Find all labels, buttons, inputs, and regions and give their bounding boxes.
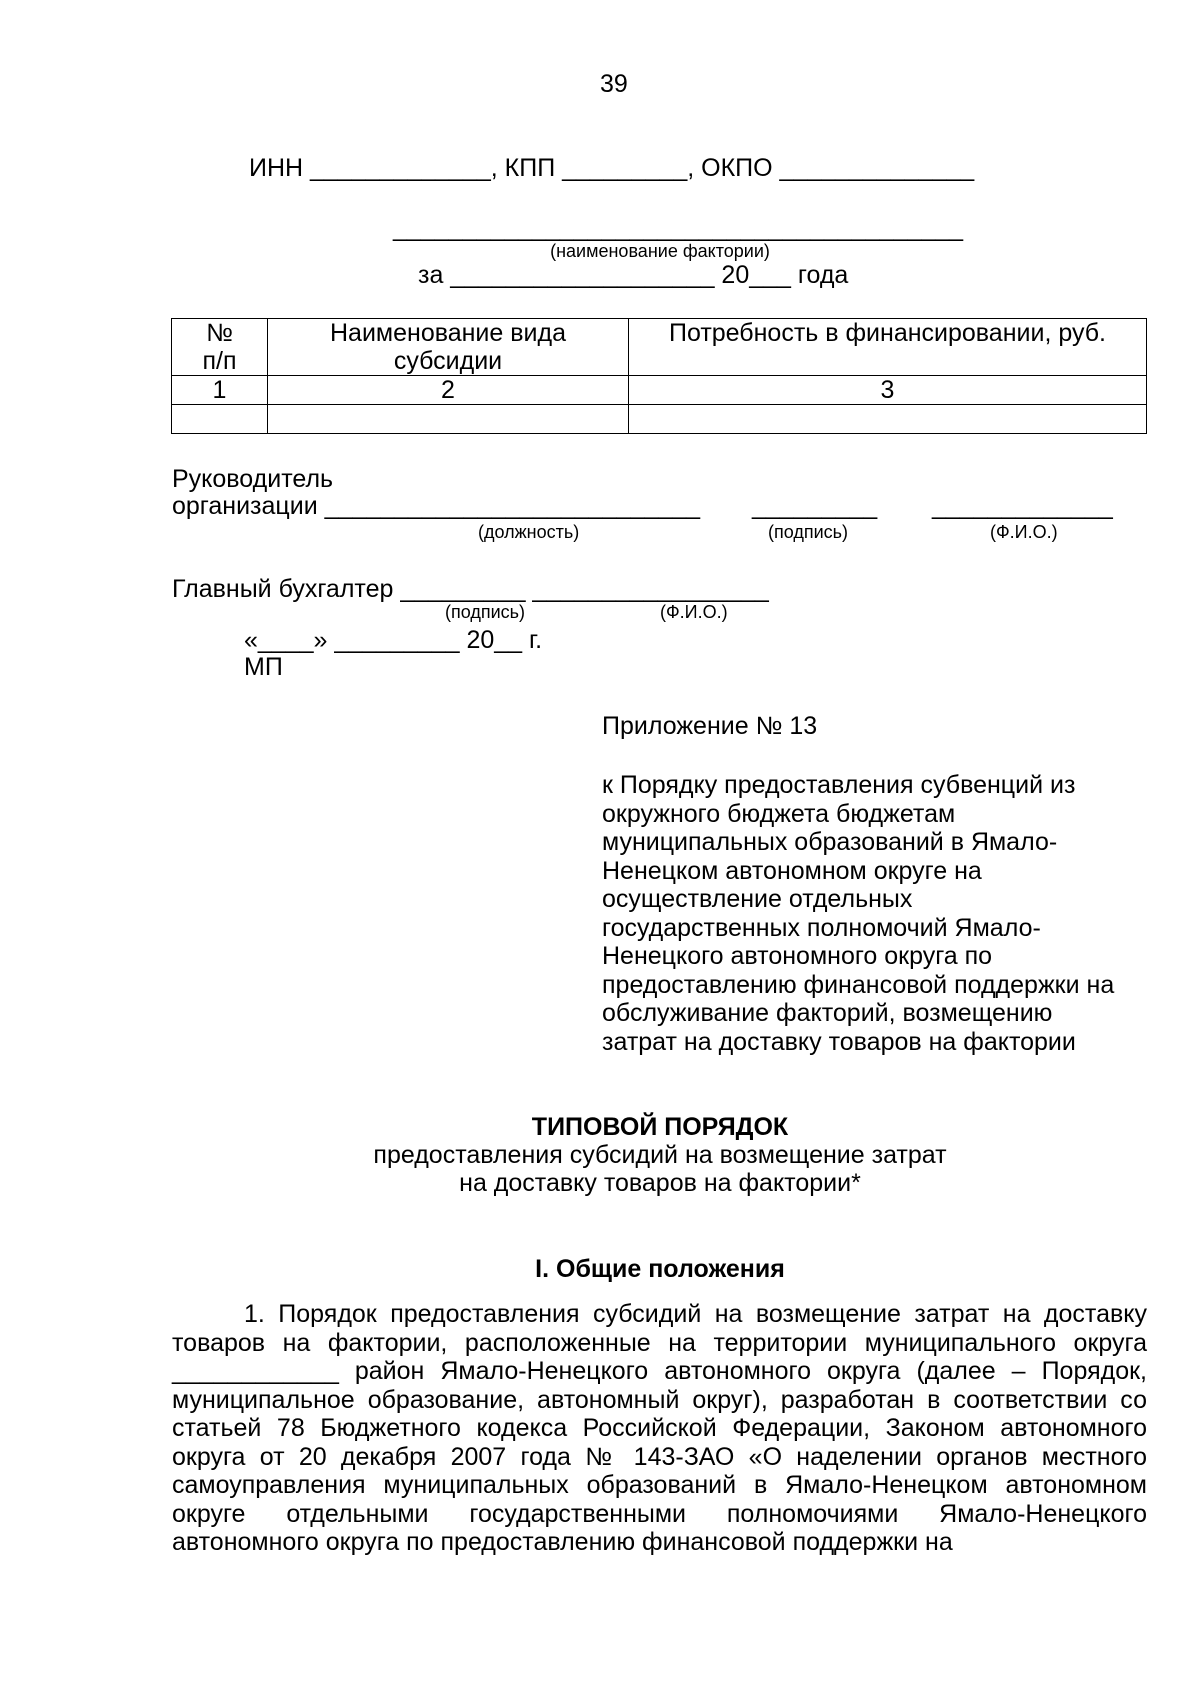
table-cell: 1 — [172, 376, 268, 405]
table-cell — [172, 405, 268, 434]
caption-position: (должность) — [478, 522, 580, 542]
table-header-cell: Потребность в финансировании, руб. — [629, 319, 1147, 376]
period-line: за ___________________ 20___ года — [418, 261, 849, 289]
page-number: 39 — [600, 70, 628, 98]
factory-name-line: _________________________________________ — [393, 214, 964, 242]
document-subtitle-line1: предоставления субсидий на возмещение затрат — [373, 1141, 947, 1169]
caption-fio: (Ф.И.О.) — [990, 522, 1058, 542]
accountant-caption-fio: (Ф.И.О.) — [660, 602, 728, 622]
table-header-row — [172, 319, 1147, 376]
table-cell: 2 — [268, 376, 629, 405]
caption-signature: (подпись) — [768, 522, 849, 542]
document-subtitle-line2: на доставку товаров на фактории* — [459, 1169, 861, 1197]
table-cell — [268, 405, 629, 434]
table-row — [172, 405, 1147, 434]
accountant-line: Главный бухгалтер _________ _________________ — [172, 575, 769, 603]
paragraph-1 — [172, 1300, 1147, 1557]
section-heading: I. Общие положения — [535, 1255, 785, 1283]
accountant-caption-signature: (подпись) — [445, 602, 526, 622]
table-header-cell: Наименование вида субсидии — [268, 319, 629, 376]
appendix-reference: к Порядку предоставления субвенций из окружного бюджета бюджетам муниципальных образований в Ямало- Ненецком автономном округе на осуществление отдельных государственных полномочий Ямало- Ненецкого автономного округа по предоставлению финансовой поддержки на обслуживание факторий, возмещению затрат на доставку товаров на фактории — [602, 771, 1115, 1056]
appendix-title: Приложение № 13 — [602, 712, 818, 740]
factory-name-caption: (наименование фактории) — [550, 241, 770, 261]
table-row — [172, 376, 1147, 405]
head-fio-line: _____________ — [932, 492, 1113, 520]
document-heading: ТИПОВОЙ ПОРЯДОК — [531, 1113, 789, 1141]
date-line: «____» _________ 20__ г. — [244, 626, 543, 654]
head-label: Руководитель — [172, 465, 334, 493]
head-signature-line: _________ — [752, 492, 878, 520]
table-cell: 3 — [629, 376, 1147, 405]
subsidy-table — [171, 318, 1147, 434]
stamp-label: МП — [244, 653, 283, 681]
head-position-line: организации ___________________________ — [172, 492, 701, 520]
paragraph-1-text: 1. Порядок предоставления субсидий на возмещение затрат на доставку товаров на фактории, расположенные на территории муниципального округа ____________ район Ямало-Ненецкого автономного округа (далее – Порядок, муниципальное образование, автономный округ), разработан в соответствии со статьей 78 Бюджетного кодекса Российской Федерации, Законом автономного округа от 20 декабря 2007 года № 143-ЗАО «О наделении органов местного самоуправления муниципальных образований в Ямало-Ненецком автономном округе отдельными государственными полномочиями Ямало-Ненецкого автономного округа по предоставлению финансовой поддержки на — [172, 1300, 1147, 1556]
requisites-line: ИНН _____________, КПП _________, ОКПО ______________ — [249, 154, 975, 182]
table-header-cell: № п/п — [172, 319, 268, 376]
table-cell — [629, 405, 1147, 434]
